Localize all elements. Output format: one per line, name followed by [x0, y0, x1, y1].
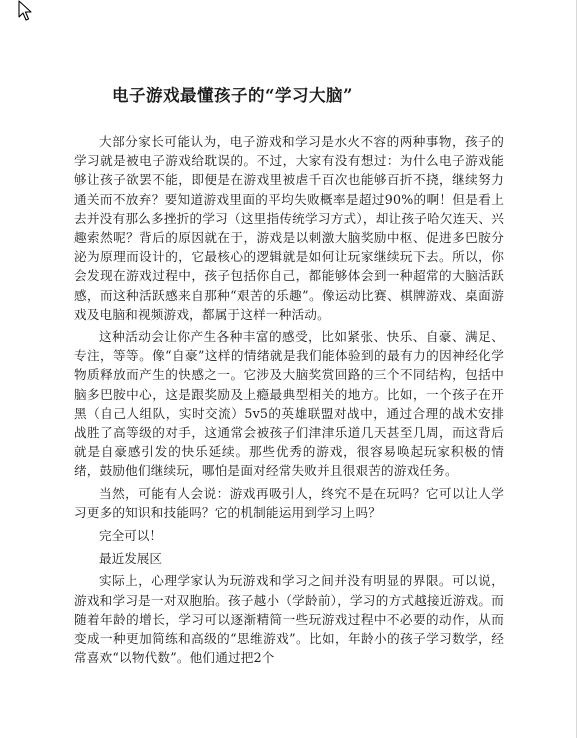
document-title: 电子游戏最懂孩子的“学习大脑”	[112, 86, 353, 105]
document-body	[74, 84, 504, 667]
paragraph-question: 当然，可能有人会说：游戏再吸引人，终究不是在玩吗？它可以让人学习更多的知识和技能吗？它的机制能运用到学习上吗？	[74, 485, 504, 520]
paragraph-intro: 大部分家长可能认为，电子游戏和学习是水火不容的两种事物，孩子的学习就是被电子游戏给耽误的。不过，大家有没有想过：为什么电子游戏能够让孩子欲罢不能，即便是在游戏里被虐千百次也能够百折不挠，继续努力通关而不放弃？要知道游戏里面的平均失败概率是超过90%的啊！但是看上去并没有那么多挫折的学习（这里指传统学习方式），却让孩子哈欠连天、兴趣索然呢？背后的原因就在于，游戏是以刺激大脑奖励中枢、促进多巴胺分泌为原理而设计的，它最核心的逻辑就是如何让玩家继续玩下去。所以，你会发现在游戏过程中，孩子包括你自己，都能够体会到一种超常的大脑活跃感，而这种活跃感来自那种“艰苦的乐趣”。像运动比赛、棋牌游戏、桌面游戏及电脑和视频游戏，都属于这样一种活动。	[74, 134, 504, 322]
answer-line: 完全可以！	[99, 528, 162, 544]
mouse-pointer-icon	[18, 0, 34, 22]
paragraph-emotions: 这种活动会让你产生各种丰富的感受，比如紧张、快乐、自豪、满足、专注，等等。像“自豪”这样的情绪就是我们能体验到的最有力的因神经化学物质释放而产生的快感之一。它涉及大脑奖赏回路的三个不同结构，包括中脑多巴胺中心，这是跟奖励及上瘾最典型相关的地方。比如，一个孩子在开黑（自己人组队，实时交流）5v5的英雄联盟对战中，通过合理的战术安排战胜了高等级的对手，这通常会被孩子们津津乐道几天甚至几周，而这背后就是自豪感引发的快乐延续。那些优秀的游戏，很容易唤起玩家积极的情绪，鼓励他们继续玩，哪怕是面对经常失败并且很艰苦的游戏任务。	[74, 329, 504, 479]
section-heading: 最近发展区	[99, 551, 162, 567]
paragraph-closing: 实际上，心理学家认为玩游戏和学习之间并没有明显的界限。可以说，游戏和学习是一对双胞胎。孩子越小（学龄前），学习的方式越接近游戏。而随着年龄的增长，学习可以逐渐精简一些玩游戏过程中不必要的动作，从而变成一种更加简练和高级的“思维游戏”。比如，年龄小的孩子学习数学，经常喜欢“以物代数”。他们通过把2个	[74, 573, 504, 666]
